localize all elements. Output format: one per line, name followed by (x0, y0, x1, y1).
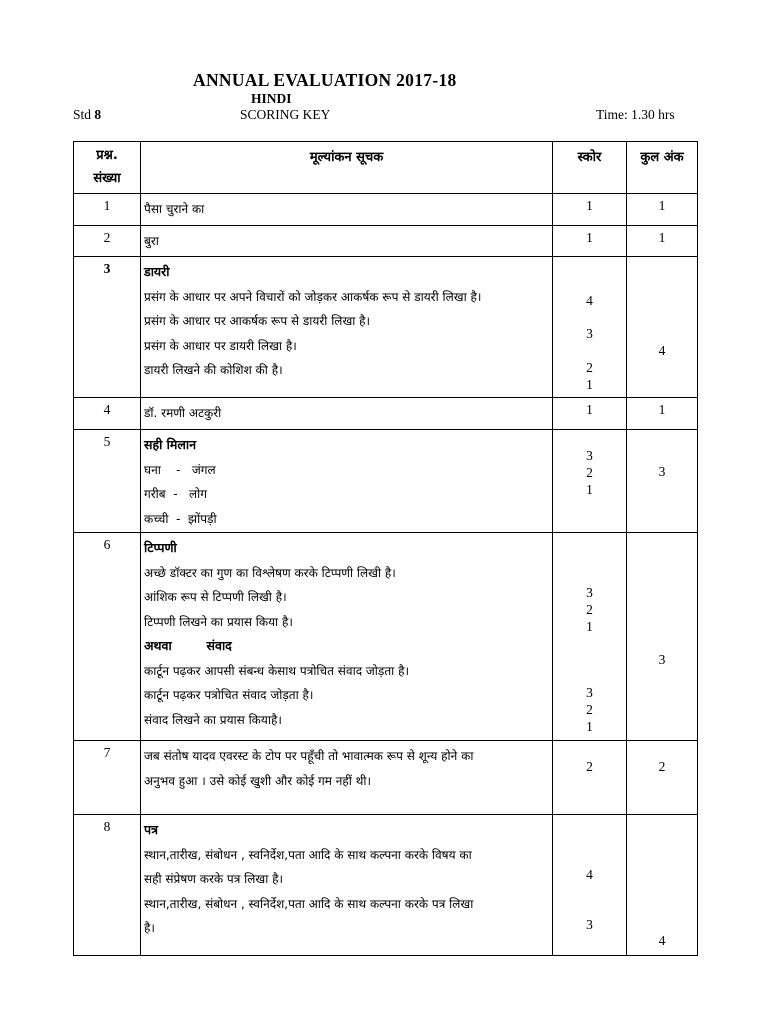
criteria-cell (141, 257, 553, 398)
table-row (74, 741, 698, 815)
total-marks: 3 (658, 464, 666, 479)
criteria-line: कार्टून पढ़कर पत्रोचित संवाद जोड़ता है। (144, 688, 314, 702)
section-heading: अथवा संवाद (144, 638, 232, 653)
criteria-line: जब संतोष यादव एवरस्ट के टोप पर पहूँची तो भावात्मक रूप से शून्य होने का (144, 749, 474, 763)
question-number: 1 (74, 194, 141, 226)
score-value: 2 (586, 702, 593, 717)
criteria-line: पैसा चुराने का (144, 202, 205, 216)
header-question-number (74, 142, 141, 194)
criteria-line: आंशिक रूप से टिप्पणी लिखी है। (144, 590, 287, 604)
score-value: 2 (586, 602, 593, 617)
header-score: स्कोर (553, 142, 627, 194)
score-value: 3 (586, 917, 593, 932)
total-cell (627, 533, 698, 741)
header-criteria: मूल्यांकन सूचक (141, 142, 553, 194)
criteria-cell (141, 194, 553, 226)
question-number: 2 (74, 226, 141, 257)
score-value: 3 (586, 448, 593, 463)
criteria-cell (141, 815, 553, 956)
criteria-line: कार्टून पढ़कर आपसी संबन्ध केसाथ पत्रोचित संवाद जोड़ता है। (144, 663, 409, 678)
criteria-line: बुरा (144, 234, 159, 248)
table-row (74, 194, 698, 226)
section-heading: पत्र (144, 822, 159, 837)
scoring-key-label: SCORING KEY (240, 107, 331, 122)
table-row (74, 815, 698, 956)
header-qno-line1: प्रश्न. (96, 148, 118, 163)
criteria-cell (141, 226, 553, 257)
question-number: 8 (74, 815, 141, 956)
criteria-line: अनुभव हुआ । उसे कोई खुशी और कोई गम नहीं थी। (144, 773, 372, 788)
score-cell (553, 815, 627, 956)
section-heading: टिप्पणी (144, 540, 177, 555)
criteria-line: स्थान,तारीख, संबोधन , स्वनिर्देश,पता आदि के साथ कल्पना करके विषय का (144, 847, 472, 862)
criteria-cell (141, 398, 553, 430)
criteria-line: कच्ची - झोंपड़ी (144, 511, 217, 526)
total-marks: 1 (627, 226, 698, 257)
criteria-cell (141, 533, 553, 741)
question-number: 3 (74, 257, 141, 398)
question-number: 7 (74, 741, 141, 815)
criteria-line: प्रसंग के आधार पर डायरी लिखा है। (144, 338, 297, 353)
criteria-line: टिप्पणी लिखने का प्रयास किया है। (144, 614, 293, 629)
section-heading: डायरी (144, 264, 170, 279)
criteria-line: सही संप्रेषण करके पत्र लिखा है। (144, 872, 284, 886)
score-cell (553, 741, 627, 815)
score-value: 1 (586, 377, 593, 392)
table-header-row (74, 142, 698, 194)
score-value: 1 (553, 398, 627, 430)
std-value: 8 (94, 107, 102, 122)
table-row (74, 533, 698, 741)
total-marks: 4 (658, 933, 666, 948)
time-label: Time: 1.30 hrs (596, 107, 675, 122)
score-value: 1 (586, 482, 593, 497)
criteria-line: गरीब - लोग (144, 487, 208, 501)
score-value: 2 (586, 759, 593, 774)
total-cell (627, 257, 698, 398)
criteria-line: प्रसंग के आधार पर आकर्षक रूप से डायरी लिखा है। (144, 314, 371, 328)
criteria-cell (141, 430, 553, 533)
criteria-line: प्रसंग के आधार पर अपने विचारों को जोड़कर आकर्षक रूप से डायरी लिखा है। (144, 289, 482, 304)
total-marks: 4 (658, 343, 666, 358)
std-label-text: Std (73, 107, 92, 122)
scoring-table (73, 141, 698, 956)
score-cell (553, 430, 627, 533)
table-row (74, 398, 698, 430)
section-heading: सही मिलान (144, 437, 197, 452)
criteria-line: घना - जंगल (144, 462, 216, 477)
header-qno-line2: संख्या (93, 171, 121, 186)
criteria-cell (141, 741, 553, 815)
score-value: 1 (553, 194, 627, 226)
total-marks: 1 (627, 398, 698, 430)
table-row (74, 430, 698, 533)
total-marks: 1 (627, 194, 698, 226)
total-marks: 2 (658, 759, 666, 774)
score-cell (553, 533, 627, 741)
header-total: कुल अंक (627, 142, 698, 194)
document-title: ANNUAL EVALUATION 2017-18 (193, 70, 457, 90)
subject-label: HINDI (251, 91, 292, 106)
standard-label (73, 107, 101, 123)
criteria-line: अच्छे डॉक्टर का गुण का विश्लेषण करके टिप्पणी लिखी है। (144, 565, 396, 580)
score-value: 2 (586, 465, 593, 480)
total-cell (627, 815, 698, 956)
total-marks: 3 (658, 652, 666, 667)
score-value: 1 (586, 719, 593, 734)
score-value: 4 (586, 867, 593, 882)
score-value: 3 (586, 585, 593, 600)
criteria-line: संवाद लिखने का प्रयास कियाहै। (144, 712, 282, 727)
table-row (74, 226, 698, 257)
criteria-line: स्थान,तारीख, संबोधन , स्वनिर्देश,पता आदि के साथ कल्पना करके पत्र लिखा (144, 896, 474, 911)
question-number: 4 (74, 398, 141, 430)
score-cell (553, 257, 627, 398)
score-value: 4 (586, 293, 593, 308)
criteria-line: डायरी लिखने की कोशिश की है। (144, 363, 283, 377)
total-cell (627, 741, 698, 815)
table-row (74, 257, 698, 398)
score-value: 1 (553, 226, 627, 257)
score-value: 1 (586, 619, 593, 634)
criteria-line: है। (144, 921, 155, 935)
question-number: 6 (74, 533, 141, 741)
question-number: 5 (74, 430, 141, 533)
criteria-line: डॉ. रमणी अटकुरी (144, 406, 222, 420)
total-cell (627, 430, 698, 533)
score-value: 3 (586, 685, 593, 700)
score-value: 2 (586, 360, 593, 375)
score-value: 3 (586, 326, 593, 341)
